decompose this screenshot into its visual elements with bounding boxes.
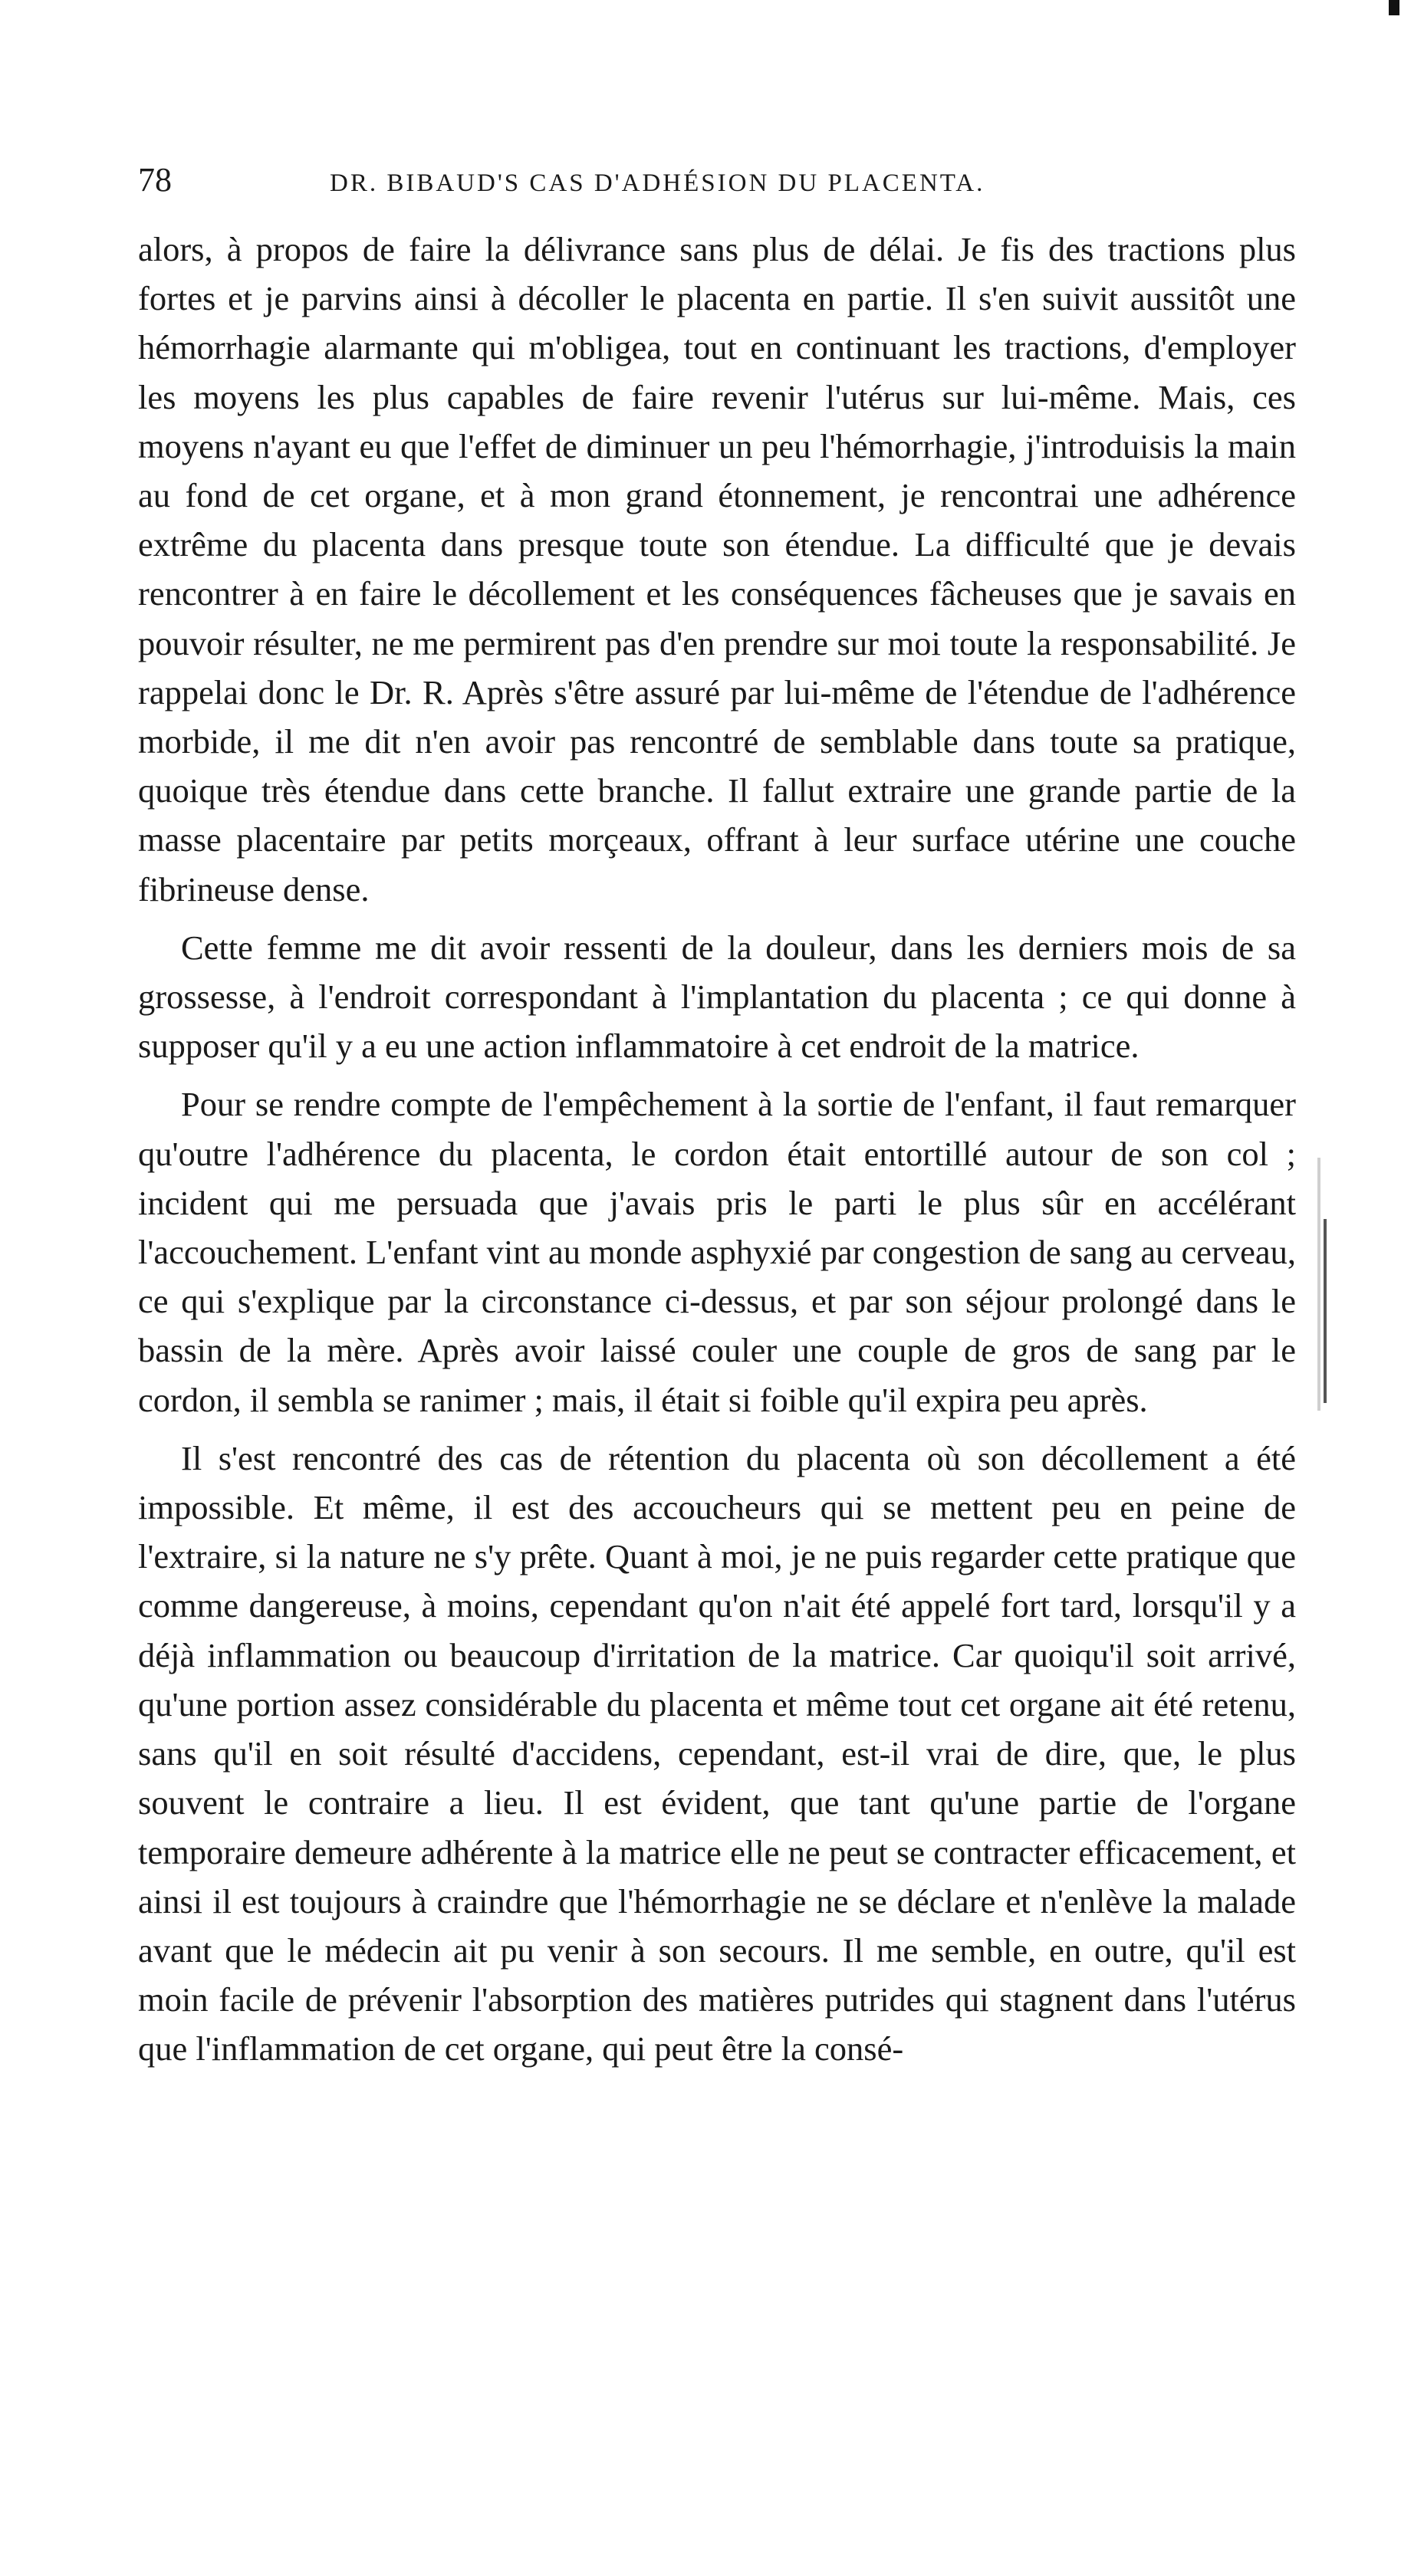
running-head: DR. BIBAUD'S CAS D'ADHÉSION DU PLACENTA. bbox=[330, 169, 985, 197]
margin-rule bbox=[1317, 1158, 1320, 1411]
paragraph-continued: alors, à propos de faire la délivrance sans plus de délai. Je fis des tractions plus fortes et je parvins ainsi à décoller le placenta en partie. Il s'en suivit aussitôt une hémorrhagie alarmante qui m'obligea, tout en continuant les tractions, d'employer les moyens les plus capables de faire revenir l'utérus sur lui-même. Mais, ces moyens n'ayant eu que l'effet de diminuer un peu l'hémorrhagie, j'introduisis la main au fond de cet organe, et à mon grand étonnement, je rencontrai une adhérence extrême du placenta dans presque toute son étendue. La difficulté que je devais rencontrer à en faire le décollement et les conséquences fâcheuses que je savais en pouvoir résulter, ne me permirent pas d'en prendre sur moi toute la responsabilité. Je rappelai donc le Dr. R. Après s'être assuré par lui-même de l'étendue de l'adhérence morbide, il me dit n'en avoir pas rencontré de semblable dans toute sa pratique, quoique très étendue dans cette branche. Il fallut extraire une grande partie de la masse placentaire par petits morçeaux, offrant à leur surface utérine une couche fibrineuse dense. bbox=[138, 230, 1296, 909]
page-number: 78 bbox=[138, 161, 172, 199]
page-header bbox=[138, 157, 1304, 203]
scan-edge-mark bbox=[1389, 0, 1399, 15]
paragraph: Cette femme me dit avoir ressenti de la douleur, dans les derniers mois de sa grossesse, à l'endroit correspondant à l'implantation du placenta ; ce qui donne à supposer qu'il y a eu une action inflammatoire à cet endroit de la matrice. bbox=[138, 928, 1296, 1066]
margin-rule-dark bbox=[1324, 1219, 1327, 1403]
paragraph: Pour se rendre compte de l'empêchement à la sortie de l'enfant, il faut remarquer qu'outre l'adhérence du placenta, le cordon était entortillé autour de son col ; incident qui me persuada que j'avais pris le parti le plus sûr en accélérant l'accouchement. L'enfant vint au monde asphyxié par congestion de sang au cerveau, ce qui s'explique par la circonstance ci-dessus, et par son séjour prolongé dans le bassin de la mère. Après avoir laissé couler une couple de gros de sang par le cordon, il sembla se ranimer ; mais, il était si foible qu'il expira peu après. bbox=[138, 1085, 1296, 1419]
body-text bbox=[138, 225, 1296, 2074]
paragraph: Il s'est rencontré des cas de rétention du placenta où son décollement a été impossible. Et même, il est des accoucheurs qui se mettent peu en peine de l'extraire, si la nature ne s'y prête. Quant à moi, je ne puis regarder cette pratique que comme dangereuse, à moins, cependant qu'on n'ait été appelé fort tard, lorsqu'il y a déjà inflammation ou beaucoup d'irritation de la matrice. Car quoiqu'il soit arrivé, qu'une portion assez considérable du placenta et même tout cet organe ait été retenu, sans qu'il en soit résulté d'accidens, cependant, est-il vrai de dire, que, le plus souvent le contraire a lieu. Il est évident, que tant qu'une partie de l'organe temporaire demeure adhérente à la matrice elle ne peut se contracter efficacement, et ainsi il est toujours à craindre que l'hémorrhagie ne se déclare et n'enlève la malade avant que le médecin ait pu venir à son secours. Il me semble, en outre, qu'il est moin facile de prévenir l'absorption des matières putrides qui stagnent dans l'utérus que l'inflammation de cet organe, qui peut être la consé- bbox=[138, 1438, 1296, 2068]
